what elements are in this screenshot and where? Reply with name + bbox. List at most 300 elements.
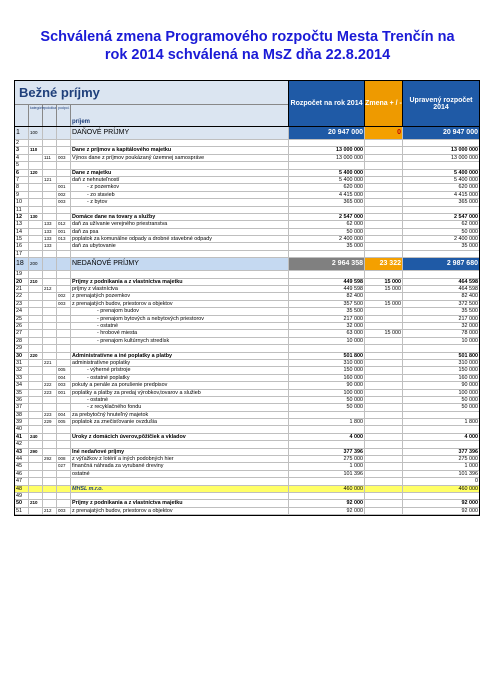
change-value [365,419,403,425]
row-number: 33 [15,375,29,381]
change-value [365,382,403,388]
row-number: 1 [15,127,29,139]
subitem-code [57,207,71,213]
adjusted-value: 92 000 [461,500,478,507]
table-row [15,338,479,345]
budget-value: 13 000 000 [289,147,365,153]
subitem-code [57,286,71,292]
subitem-code [57,258,71,270]
table-row [15,243,479,250]
change-value [365,170,403,176]
adjusted-value: 150 000 [458,367,478,374]
category-code [29,162,43,168]
item-code [43,426,57,432]
row-label: finančná náhrada za vyrubané dreviny [71,463,289,469]
adjusted-value [403,441,479,447]
row-number: 9 [15,192,29,198]
row-number: 42 [15,441,29,447]
adjusted-value: 460 000 [403,486,479,492]
budget-value: 160 000 [289,375,365,381]
table-row [15,463,479,470]
category-code [29,221,43,227]
table-row [15,293,479,300]
category-code: 240 [29,434,43,440]
category-code [29,471,43,477]
adjusted-value: 275 000 [458,456,478,463]
subitem-code: 012 [57,221,71,227]
row-label [71,251,289,257]
category-code [29,177,43,183]
table-row [15,382,479,389]
budget-value: 20 947 000 [289,127,365,139]
budget-value: 501 800 [289,353,365,359]
row-number: 48 [15,486,29,492]
row-number: 3 [15,147,29,153]
subitem-code [57,162,71,168]
item-code [43,486,57,492]
row-number: 40 [15,426,29,432]
budget-value [289,493,365,499]
table-row [15,419,479,426]
change-value [365,390,403,396]
adjusted-value: 377 396 [458,448,478,455]
category-code [29,390,43,396]
row-label: Príjmy z podnikania a z vlastníctva majetku [71,279,289,285]
row-label: poplatky a platby za predaj výrobkov,tovarov a služieb [71,390,289,396]
subitem-code [57,330,71,336]
subitem-code [57,214,71,220]
subitem-code: 004 [57,412,71,418]
adjusted-value: 372 500 [458,300,478,307]
category-code: 200 [29,258,43,270]
category-code [29,382,43,388]
category-code [29,441,43,447]
change-value [365,434,403,440]
row-number: 10 [15,199,29,205]
change-value [365,345,403,351]
item-code [43,140,57,146]
row-label: - z pozemkov [71,184,289,190]
subitem-code: 005 [57,367,71,373]
sub-col-3: položka [43,104,57,126]
change-value: 15 000 [365,279,403,285]
subitem-code: 001 [57,390,71,396]
title-line-2: rok 2014 schválená na MsZ dňa 22.8.2014 [104,47,391,63]
category-code [29,456,43,462]
adjusted-value: 160 000 [458,374,478,381]
row-label: príjmy z vlastníctva [71,286,289,292]
change-value [365,338,403,344]
row-number: 12 [15,214,29,220]
table-row [15,375,479,382]
table-row [15,170,479,177]
adjusted-value: 32 000 [461,322,478,329]
row-label: ostatné [71,471,289,477]
row-number: 15 [15,236,29,242]
table-row [15,286,479,293]
row-label [71,478,289,484]
change-value [365,353,403,359]
row-number: 16 [15,243,29,249]
change-value [365,323,403,329]
row-label [71,140,289,146]
row-number: 22 [15,293,29,299]
budget-value: 92 000 [289,508,365,514]
category-code [29,316,43,322]
adjusted-value: 92 000 [461,507,478,514]
budget-value: 4 000 [289,434,365,440]
row-number: 41 [15,434,29,440]
change-value [365,214,403,220]
subitem-code: 002 [57,293,71,299]
table-row [15,140,479,147]
row-label: - ostatné poplatky [71,375,289,381]
table-row [15,301,479,308]
row-label: daň za užívanie verejného priestranstva [71,221,289,227]
category-code [29,293,43,299]
change-value [365,449,403,455]
adjusted-value: 0 [475,478,478,485]
item-code: 229 [43,419,57,425]
table-header [15,81,479,127]
table-row [15,412,479,419]
row-number: 2 [15,140,29,146]
item-code: 222 [43,382,57,388]
category-code [29,463,43,469]
row-number: 51 [15,508,29,514]
change-value [365,397,403,403]
row-label: daň z nehnuteľností [71,177,289,183]
item-code [43,375,57,381]
adjusted-value [403,493,479,499]
change-value [365,463,403,469]
subitem-code: 003 [57,382,71,388]
table-row [15,397,479,404]
item-code: 133 [43,243,57,249]
change-value: 15 000 [365,301,403,307]
budget-value: 10 000 [289,338,365,344]
adjusted-value: 2 987 680 [403,258,479,270]
category-code [29,360,43,366]
item-code [43,279,57,285]
budget-value [289,412,365,418]
item-code [43,478,57,484]
col-header-adjusted: Upravený rozpočet 2014 [403,81,479,126]
subitem-code [57,308,71,314]
category-code: 100 [29,127,43,139]
row-number: 29 [15,345,29,351]
category-code [29,323,43,329]
adjusted-value: 13 000 000 [451,154,478,161]
row-label: Administratívne a iné poplatky a platby [71,353,289,359]
row-label: - ostatné [71,323,289,329]
table-row [15,500,479,507]
item-code [43,338,57,344]
row-label: za prebytočný hnuteľný majetok [71,412,289,418]
adjusted-value: 620 000 [458,184,478,191]
item-code [43,271,57,277]
subitem-code [57,338,71,344]
subitem-code [57,323,71,329]
row-label [71,162,289,168]
row-label: MHSL m.r.o. [71,486,289,492]
category-code [29,207,43,213]
category-code [29,140,43,146]
subitem-code [57,397,71,403]
row-number: 6 [15,170,29,176]
table-row [15,360,479,367]
adjusted-value: 20 947 000 [403,127,479,139]
item-code: 223 [43,390,57,396]
subitem-code: 003 [57,301,71,307]
row-number: 43 [15,449,29,455]
row-number: 26 [15,323,29,329]
category-code [29,508,43,514]
subitem-code [57,426,71,432]
item-code [43,353,57,359]
row-number: 46 [15,471,29,477]
adjusted-value: 50 000 [461,228,478,235]
item-code [43,404,57,410]
row-label: - z recyklačného fondu [71,404,289,410]
change-value [365,471,403,477]
table-row [15,221,479,228]
subitem-code: 001 [57,229,71,235]
category-code: 220 [29,353,43,359]
subitem-code: 013 [57,236,71,242]
row-label: - prenajom kultúrnych stredísk [71,338,289,344]
row-number: 34 [15,382,29,388]
row-label: poplatok za znečisťovanie ovzdušia [71,419,289,425]
adjusted-value: 78 000 [461,330,478,337]
table-row [15,493,479,500]
subitem-code: 003 [57,155,71,161]
budget-value: 449 598 [289,286,365,292]
table-row [15,177,479,184]
budget-value [289,162,365,168]
table-row [15,155,479,162]
subitem-code: 005 [57,419,71,425]
item-code [43,258,57,270]
item-code [43,192,57,198]
budget-value [289,345,365,351]
change-value [365,184,403,190]
table-row [15,471,479,478]
table-row [15,478,479,485]
adjusted-value [403,345,479,351]
table-row [15,229,479,236]
row-number: 25 [15,316,29,322]
row-number: 13 [15,221,29,227]
row-number: 36 [15,397,29,403]
row-label: DAŇOVÉ PRÍJMY [71,127,289,139]
change-value: 15 000 [365,330,403,336]
budget-value: 82 400 [289,293,365,299]
adjusted-value: 50 000 [461,404,478,411]
change-value [365,162,403,168]
budget-value [289,251,365,257]
item-code [43,367,57,373]
change-value: 0 [365,127,403,139]
subitem-code [57,493,71,499]
budget-value [289,441,365,447]
row-label: administratívne poplatky [71,360,289,366]
table-row [15,192,479,199]
budget-value: 62 000 [289,221,365,227]
section-title: Bežné príjmy [19,85,100,100]
adjusted-value: 310 000 [458,359,478,366]
table-row [15,251,479,258]
row-label: pokuty a penále za porušenie predpisov [71,382,289,388]
adjusted-value [403,271,479,277]
item-code: 133 [43,221,57,227]
change-value [365,229,403,235]
table-row [15,184,479,191]
subitem-code: 004 [57,375,71,381]
adjusted-value: 4 000 [464,433,478,440]
category-code: 110 [29,147,43,153]
item-code: 223 [43,412,57,418]
category-code [29,229,43,235]
subitem-code [57,441,71,447]
item-code: 111 [43,155,57,161]
budget-value: 217 000 [289,316,365,322]
item-code [43,397,57,403]
row-number: 7 [15,177,29,183]
row-number: 50 [15,500,29,506]
sub-col-2: kategórie [29,104,43,126]
budget-value: 50 000 [289,397,365,403]
change-value [365,412,403,418]
row-label [71,271,289,277]
budget-value: 13 000 000 [289,155,365,161]
item-code: 292 [43,456,57,462]
table-row [15,214,479,221]
budget-value: 32 000 [289,323,365,329]
category-code [29,493,43,499]
category-code [29,286,43,292]
change-value [365,441,403,447]
table-row [15,323,479,330]
budget-value: 90 000 [289,382,365,388]
table-row [15,279,479,286]
item-code [43,316,57,322]
row-label: z prenajatých pozemkov [71,293,289,299]
table-row [15,316,479,323]
row-number: 49 [15,493,29,499]
adjusted-value [403,251,479,257]
row-number: 24 [15,308,29,314]
budget-value: 620 000 [289,184,365,190]
row-label: Výnos dane z príjmov poukázaný územnej samospráve [71,155,289,161]
adjusted-value [403,207,479,213]
item-code [43,199,57,205]
budget-value: 101 396 [289,471,365,477]
budget-value: 92 000 [289,500,365,506]
table-row [15,199,479,206]
budget-value: 5 400 000 [289,170,365,176]
category-code [29,251,43,257]
adjusted-value [403,162,479,168]
category-code: 130 [29,214,43,220]
row-label [71,493,289,499]
table-row [15,308,479,315]
category-code [29,199,43,205]
adjusted-value: 13 000 000 [451,147,478,154]
budget-value: 5 400 000 [289,177,365,183]
row-label: Úroky z domácich úverov,pôžičiek a vkladov [71,434,289,440]
item-code [43,500,57,506]
header-section-cell [15,81,289,126]
budget-value: 4 415 000 [289,192,365,198]
budget-value: 2 547 000 [289,214,365,220]
table-row [15,147,479,154]
item-code [43,184,57,190]
budget-value: 63 000 [289,330,365,336]
category-code [29,367,43,373]
adjusted-value [403,140,479,146]
row-number: 20 [15,279,29,285]
row-number: 14 [15,229,29,235]
budget-value: 1 800 [289,419,365,425]
row-label [71,345,289,351]
row-label: - ostatné [71,397,289,403]
row-label [71,426,289,432]
item-code: 212 [43,508,57,514]
item-code [43,449,57,455]
sub-col-4: podpol. [57,104,71,126]
row-number: 37 [15,404,29,410]
category-code: 210 [29,279,43,285]
table-row [15,162,479,169]
adjusted-value: 62 000 [461,221,478,228]
change-value [365,456,403,462]
budget-value: 449 598 [289,279,365,285]
category-code [29,271,43,277]
item-code: 221 [43,360,57,366]
item-code [43,471,57,477]
budget-value: 50 000 [289,229,365,235]
category-code [29,243,43,249]
adjusted-value: 5 400 000 [454,169,478,176]
item-code [43,301,57,307]
change-value [365,251,403,257]
table-row [15,508,479,515]
category-code [29,308,43,314]
subitem-code [57,140,71,146]
row-number: 32 [15,367,29,373]
row-label: - výherné prístroje [71,367,289,373]
adjusted-value: 10 000 [461,337,478,344]
item-code [43,293,57,299]
adjusted-value: 4 415 000 [454,191,478,198]
budget-value: 310 000 [289,360,365,366]
table-row [15,258,479,271]
change-value [365,293,403,299]
category-code [29,192,43,198]
row-label: NEDAŇOVÉ PRÍJMY [71,258,289,270]
item-code [43,493,57,499]
row-label: daň za ubytovanie [71,243,289,249]
category-code: 290 [29,449,43,455]
row-number: 28 [15,338,29,344]
subitem-code [57,500,71,506]
change-value [365,426,403,432]
row-label [71,207,289,213]
category-code [29,345,43,351]
subitem-code: 003 [57,199,71,205]
adjusted-value: 35 500 [461,308,478,315]
